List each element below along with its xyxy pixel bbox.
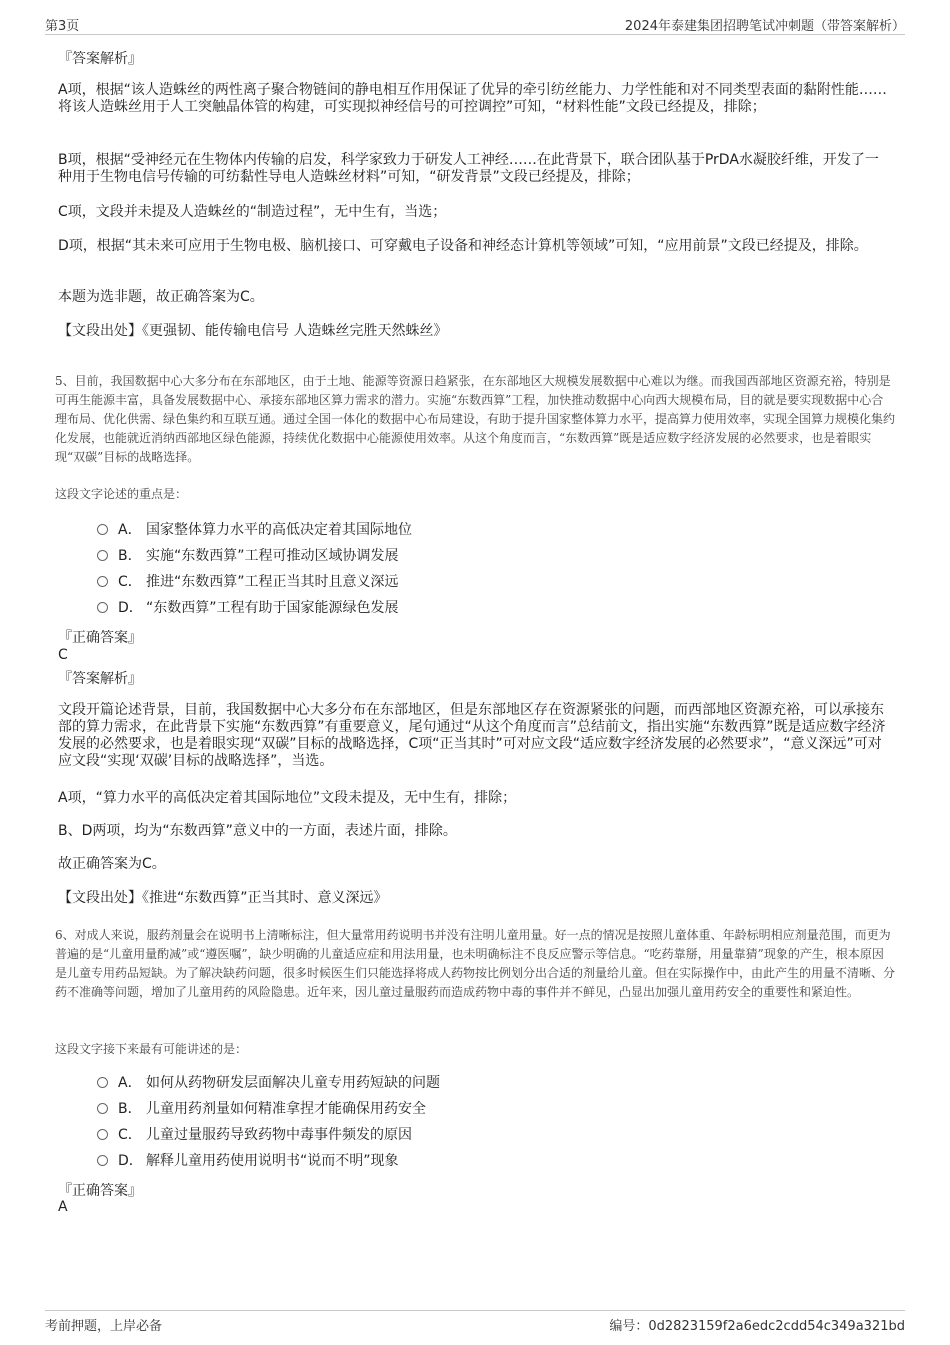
- q6-option-c[interactable]: C． 儿童过量服药导致药物中毒事件频发的原因: [97, 1125, 412, 1145]
- radio-icon[interactable]: [97, 602, 108, 613]
- radio-icon[interactable]: [97, 1103, 108, 1114]
- q6-stem: 6、对成人来说，服药剂量会在说明书上清晰标注，但大量常用药说明书并没有注明儿童用量。好一点的情况是按照儿童体重、年龄标明相应剂量范围，而更为普遍的是“儿童用量酌减”或“遵医嘱”，缺少明确的儿童适应症和用法用量，也未明确标注不良反应警示等信息。“吃药靠掰，用量靠猜”现象的产生，根本原因是儿童专用药品短缺。为了解决缺药问题，很多时候医生们只能选择将成人药物按比例划分出合适的剂量给儿童。但在实际操作中，由此产生的用量不清晰、分药不准确等问题，增加了儿童用药的风险隐患。近年来，因儿童过量服药而造成药物中毒的事件并不鲜见，凸显出加强儿童用药安全的重要性和紧迫性。: [55, 928, 896, 999]
- q5-analysis-a: A项，“算力水平的高低决定着其国际地位”文段未提及，无中生有，排除；: [58, 790, 517, 806]
- q6-option-d[interactable]: D． 解释儿童用药使用说明书“说而不明”现象: [97, 1151, 399, 1171]
- q5-option-b[interactable]: B． 实施“东数西算”工程可推动区域协调发展: [97, 546, 399, 566]
- q6-option-a[interactable]: A． 如何从药物研发层面解决儿童专用药短缺的问题: [97, 1073, 440, 1093]
- q4-analysis-label: 『答案解析』: [58, 51, 142, 67]
- q5-option-c[interactable]: C． 推进“东数西算”工程正当其时且意义深远: [97, 572, 399, 592]
- q5-analysis: 文段开篇论述背景，目前，我国数据中心大多分布在东部地区，但是东部地区存在资源紧张的问题，而西部地区资源充裕，可以承接东部的算力需求，在此背景下实施“东数西算”有重要意义，尾句通过“从这个角度而言”总结前文，指出实施“东数西算”既是适应数字经济发展的必然要求，也是着眼实现“双碳”目标的战略选择，C项“正当其时”可对应文段“适应数字经济发展的必然要求”，“意义深远”可对应文段“实现‘双碳’目标的战略选择”，当选。: [58, 702, 886, 769]
- footer-code-value: 0d2823159f2a6edc2cdd54c349a321bd: [648, 1319, 905, 1334]
- page-number: 第3页: [45, 19, 80, 34]
- q5-source: 【文段出处】《推进“东数西算”正当其时、意义深远》: [58, 890, 388, 906]
- radio-icon[interactable]: [97, 550, 108, 561]
- q4-analysis-b: B项，根据“受神经元在生物体内传输的启发，科学家致力于研发人工神经……在此背景下，联合团队基于PrDA水凝胶纤维，开发了一种用于生物电信号传输的可纺黏性导电人造蛛丝材料”可知，“研发背景”文段已经提及，排除；: [58, 152, 879, 185]
- footer-code-label: 编号：: [609, 1319, 649, 1334]
- q5-analysis-label: 『答案解析』: [58, 671, 142, 687]
- q5-answer-label: 『正确答案』: [58, 630, 142, 646]
- q5-option-d[interactable]: D． “东数西算”工程有助于国家能源绿色发展: [97, 598, 399, 618]
- radio-icon[interactable]: [97, 1129, 108, 1140]
- page-header: [45, 12, 905, 35]
- q4-conclusion: 本题为选非题，故正确答案为C。: [58, 289, 264, 305]
- q4-analysis-d: D项，根据“其未来可应用于生物电极、脑机接口、可穿戴电子设备和神经态计算机等领域”可知，“应用前景”文段已经提及，排除。: [58, 238, 868, 254]
- footer-code: [609, 1315, 905, 1334]
- footer-slogan: 考前押题，上岸必备: [45, 1319, 163, 1334]
- document-title: 2024年泰建集团招聘笔试冲刺题（带答案解析）: [624, 19, 905, 34]
- q6-answer: A: [58, 1199, 68, 1215]
- radio-icon[interactable]: [97, 1077, 108, 1088]
- q6-question: 这段文字接下来最有可能讲述的是：: [55, 1042, 248, 1056]
- q6-option-b[interactable]: B． 儿童用药剂量如何精准拿捏才能确保用药安全: [97, 1099, 426, 1119]
- q5-analysis-bd: B、D两项，均为“东数西算”意义中的一方面，表述片面，排除。: [58, 823, 457, 839]
- page-footer: [45, 1310, 905, 1335]
- q5-conclusion: 故正确答案为C。: [58, 856, 166, 872]
- q5-option-a[interactable]: A． 国家整体算力水平的高低决定着其国际地位: [97, 520, 412, 540]
- q6-answer-label: 『正确答案』: [58, 1183, 142, 1199]
- q4-source: 【文段出处】《更强韧、能传输电信号 人造蛛丝完胜天然蛛丝》: [58, 323, 448, 339]
- radio-icon[interactable]: [97, 576, 108, 587]
- radio-icon[interactable]: [97, 1155, 108, 1166]
- q4-analysis-c: C项，文段并未提及人造蛛丝的“制造过程”，无中生有，当选；: [58, 204, 447, 220]
- q5-stem: 5、目前，我国数据中心大多分布在东部地区，由于土地、能源等资源日趋紧张，在东部地区大规模发展数据中心难以为继。而我国西部地区资源充裕，特别是可再生能源丰富，具备发展数据中心、承接东部地区算力需求的潜力。实施“东数西算”工程，加快推动数据中心向西大规模布局，目的就是要实现数据中心合理布局、优化供需、绿色集约和互联互通。通过全国一体化的数据中心布局建设，有助于提升国家整体算力水平，提高算力使用效率，实现全国算力规模化集约化发展，也能就近消纳西部地区绿色能源，持续优化数据中心能源使用效率。从这个角度而言，“东数西算”既是适应数字经济发展的必然要求，也是着眼实现“双碳”目标的战略选择。: [55, 374, 896, 464]
- q5-question: 这段文字论述的重点是：: [55, 487, 188, 501]
- q4-analysis-a: A项，根据“该人造蛛丝的两性离子聚合物链间的静电相互作用保证了优异的牵引纺丝能力、力学性能和对不同类型表面的黏附性能……将该人造蛛丝用于人工突触晶体管的构建，可实现拟神经信号的可控调控”可知，“材料性能”文段已经提及，排除；: [58, 82, 887, 115]
- radio-icon[interactable]: [97, 524, 108, 535]
- q5-answer: C: [58, 647, 68, 663]
